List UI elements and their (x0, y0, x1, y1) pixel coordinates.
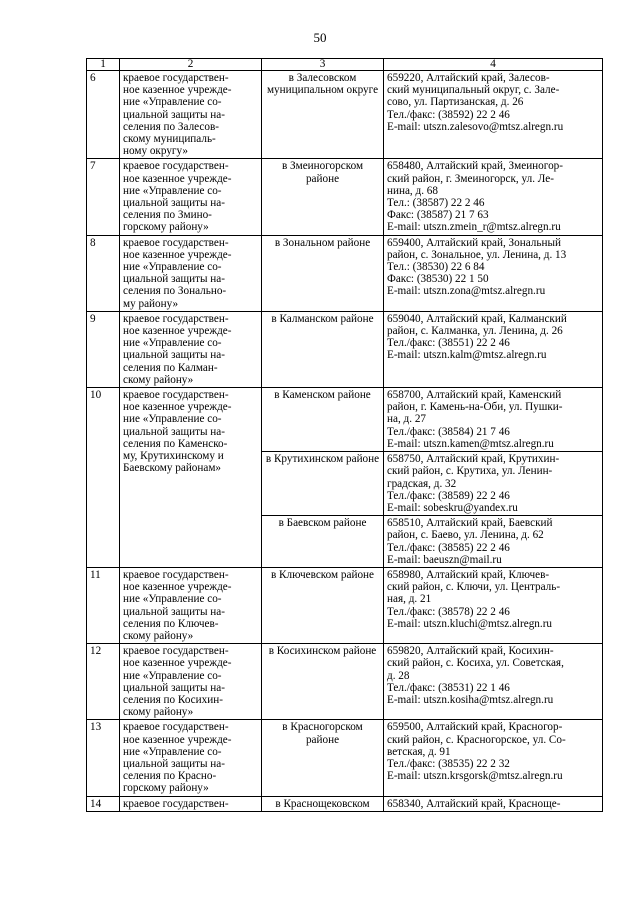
organization-name (120, 159, 262, 235)
contact-line: Тел./факс: (38589) 22 2 46 (387, 489, 510, 502)
contact-line: Тел./факс: (38578) 22 2 46 (387, 605, 510, 618)
contact-line: E-mail: utszn.zona@mtsz.alregn.ru (387, 285, 546, 298)
organization-name (120, 796, 262, 811)
organization-name (120, 720, 262, 796)
organization-line: селения по Каменско- (123, 437, 228, 450)
contact-details (384, 644, 603, 720)
contact-line: E-mail: baeuszn@mail.ru (387, 553, 502, 566)
organization-line: скому району» (123, 373, 194, 386)
contact-line: ветская, д. 91 (387, 745, 451, 758)
contact-details (384, 159, 603, 235)
organization-line: ние «Управление со- (123, 413, 222, 426)
service-area: в Калманском районе (262, 311, 384, 387)
contact-line: E-mail: utszn.kluchi@mtsz.alregn.ru (387, 617, 553, 630)
contact-details (384, 567, 603, 643)
contact-line: 659220, Алтайский край, Залесов- (387, 72, 550, 84)
organization-line: ние «Управление со- (123, 96, 222, 109)
contact-line: район, г. Камень-на-Оби, ул. Пушки- (387, 401, 563, 414)
service-area: в Крутихинском районе (262, 452, 384, 516)
contact-details (384, 796, 603, 811)
header-cell: 2 (120, 59, 262, 71)
service-area: в Баевском районе (262, 516, 384, 568)
organization-line: ное казенное учрежде- (123, 84, 232, 97)
contact-line: Факс: (38587) 21 7 63 (387, 209, 489, 222)
organization-line: ное казенное учрежде- (123, 581, 232, 594)
contact-details (384, 71, 603, 159)
organization-line: селения по Красно- (123, 770, 217, 783)
row-number: 14 (87, 796, 120, 811)
organization-line: селения по Калман- (123, 361, 218, 374)
organization-line: ное казенное учрежде- (123, 733, 232, 746)
table-row (87, 796, 603, 811)
contact-line: E-mail: utszn.kosiha@mtsz.alregn.ru (387, 693, 554, 706)
contact-line: 658340, Алтайский край, Краснoще- (387, 797, 561, 810)
table-row (87, 720, 603, 796)
contact-line: 658750, Алтайский край, Крутихин- (387, 453, 560, 466)
contact-line: 659400, Алтайский край, Зональный (387, 236, 561, 249)
service-area: в Краснощековском (262, 796, 384, 811)
organization-name (120, 388, 262, 568)
organization-line: селения по Ключев- (123, 617, 219, 630)
organization-line: краевое государствен- (123, 645, 229, 658)
contact-line: E-mail: utszn.zmein_r@mtsz.alregn.ru (387, 221, 561, 234)
organization-line: скому району» (123, 706, 194, 719)
organization-line: ние «Управление со- (123, 337, 222, 350)
organization-line: ное казенное учрежде- (123, 172, 232, 185)
organization-line: Баевскому районам» (123, 462, 222, 475)
organization-line: краевое государствен- (123, 389, 229, 402)
organization-line: селения по Залесов- (123, 120, 219, 133)
contact-line: ная, д. 21 (387, 593, 432, 606)
organization-line: горскому району» (123, 782, 209, 795)
contact-line: Факс: (38530) 22 1 50 (387, 273, 489, 286)
contact-details (384, 452, 603, 516)
contact-line: ский район, г. Змеиногорск, ул. Ле- (387, 172, 555, 185)
organization-line: скому району» (123, 629, 194, 642)
organization-line: ное казенное учрежде- (123, 401, 232, 414)
contact-details (384, 516, 603, 568)
contact-line: 659820, Алтайский край, Косихин- (387, 645, 554, 658)
contact-line: 658480, Алтайский край, Змеиногор- (387, 160, 563, 173)
row-number: 13 (87, 720, 120, 796)
contact-line: Тел.: (38530) 22 6 84 (387, 261, 485, 274)
organization-line: ное казенное учрежде- (123, 657, 232, 670)
contact-line: Тел./факс: (38584) 21 7 46 (387, 425, 510, 438)
header-cell: 4 (384, 59, 603, 71)
organization-line: селения по Зонально- (123, 285, 227, 298)
organization-line: циальной защиты на- (123, 757, 225, 770)
organization-line: ное казенное учрежде- (123, 325, 232, 338)
organization-line: селения по Змино- (123, 209, 212, 222)
contact-details (384, 311, 603, 387)
contact-line: 658700, Алтайский край, Каменский (387, 389, 562, 402)
service-area: в Ключевском районе (262, 567, 384, 643)
organization-line: ному округу» (123, 145, 188, 158)
contact-line: Тел./факс: (38535) 22 2 32 (387, 757, 510, 770)
contact-line: ский район, с. Крутиха, ул. Ленин- (387, 465, 553, 478)
service-area: в Косихинском районе (262, 644, 384, 720)
service-area: в Змеиногорском районе (262, 159, 384, 235)
organization-name (120, 644, 262, 720)
organization-name (120, 567, 262, 643)
contact-line: E-mail: utszn.krsgorsk@mtsz.alregn.ru (387, 770, 563, 783)
contact-line: Тел./факс: (38531) 22 1 46 (387, 681, 510, 694)
row-number: 7 (87, 159, 120, 235)
contact-details (384, 235, 603, 311)
organization-line: скому муниципаль- (123, 133, 216, 146)
organization-name (120, 235, 262, 311)
organization-line: циальной защиты на- (123, 425, 225, 438)
contact-line: Тел./факс: (38592) 22 2 46 (387, 108, 510, 121)
page-number: 50 (313, 30, 327, 45)
organization-line: краевое государствен- (123, 160, 229, 173)
contact-line: на, д. 27 (387, 413, 427, 426)
contact-line: 659040, Алтайский край, Калманский (387, 312, 567, 325)
contact-line: Тел./факс: (38551) 22 2 46 (387, 337, 510, 350)
organization-line: циальной защиты на- (123, 681, 225, 694)
contact-details (384, 388, 603, 452)
organization-line: краевое государствен- (123, 72, 229, 84)
organization-name (120, 71, 262, 159)
organization-line: му, Крутихинскому и (123, 450, 224, 463)
contact-line: E-mail: sobeskru@yandex.ru (387, 501, 518, 514)
contact-line: район, с. Калманка, ул. Ленина, д. 26 (387, 325, 563, 338)
contact-line: 658510, Алтайский край, Баевский (387, 517, 553, 530)
row-number: 9 (87, 311, 120, 387)
row-number: 8 (87, 235, 120, 311)
organization-line: ние «Управление со- (123, 184, 222, 197)
row-number: 12 (87, 644, 120, 720)
organization-line: ное казенное учрежде- (123, 248, 232, 261)
contact-line: ский район, с. Косиха, ул. Советская, (387, 657, 564, 670)
contact-line: E-mail: utszn.kamen@mtsz.alregn.ru (387, 437, 554, 450)
table-row (87, 71, 603, 159)
table-row (87, 159, 603, 235)
organization-line: краевое государствен- (123, 721, 229, 734)
contact-line: 659500, Алтайский край, Красногор- (387, 721, 563, 734)
organization-line: циальной защиты на- (123, 605, 225, 618)
organization-line: краевое государствен- (123, 568, 229, 581)
service-area: в Зональном районе (262, 235, 384, 311)
service-area: в Каменском районе (262, 388, 384, 452)
contact-line: район, с. Баево, ул. Ленина, д. 62 (387, 529, 544, 542)
table-row (87, 311, 603, 387)
contact-line: сово, ул. Партизанская, д. 26 (387, 96, 524, 109)
contact-line: д. 28 (387, 669, 410, 682)
contact-line: ский муниципальный округ, с. Зале- (387, 84, 560, 97)
contact-line: Тел./факс: (38585) 22 2 46 (387, 541, 510, 554)
organization-name (120, 311, 262, 387)
contact-line: E-mail: utszn.kalm@mtsz.alregn.ru (387, 349, 547, 362)
service-area: в Красногорском районе (262, 720, 384, 796)
organization-line: краевое государствен- (123, 312, 229, 325)
contact-line: Тел.: (38587) 22 2 46 (387, 197, 485, 210)
organization-line: краевое государствен- (123, 797, 229, 810)
header-cell: 1 (87, 59, 120, 71)
organization-line: селения по Косихин- (123, 693, 223, 706)
table-row (87, 235, 603, 311)
organization-line: циальной защиты на- (123, 273, 225, 286)
organization-line: горскому району» (123, 221, 209, 234)
organization-line: ние «Управление со- (123, 745, 222, 758)
contact-line: градская, д. 32 (387, 477, 457, 490)
row-number: 6 (87, 71, 120, 159)
row-number: 11 (87, 567, 120, 643)
organization-line: ние «Управление со- (123, 261, 222, 274)
contact-line: E-mail: utszn.zalesovo@mtsz.alregn.ru (387, 120, 564, 133)
table-row (87, 388, 603, 452)
organization-line: му району» (123, 297, 179, 310)
contact-line: район, с. Зональное, ул. Ленина, д. 13 (387, 248, 567, 261)
contact-details (384, 720, 603, 796)
organization-line: циальной защиты на- (123, 197, 225, 210)
contact-line: ский район, с. Ключи, ул. Централь- (387, 581, 561, 594)
header-cell: 3 (262, 59, 384, 71)
row-number: 10 (87, 388, 120, 568)
organization-line: ние «Управление со- (123, 669, 222, 682)
contact-line: нина, д. 68 (387, 184, 438, 197)
service-area: в Залесовском муниципальном округе (262, 71, 384, 159)
table-row (87, 567, 603, 643)
contact-line: ский район, с. Красногорское, ул. Со- (387, 733, 566, 746)
institutions-table (86, 58, 603, 812)
table-header-row (87, 59, 603, 71)
table-row (87, 644, 603, 720)
organization-line: циальной защиты на- (123, 349, 225, 362)
organization-line: ние «Управление со- (123, 593, 222, 606)
contact-line: 658980, Алтайский край, Ключев- (387, 568, 550, 581)
organization-line: циальной защиты на- (123, 108, 225, 121)
organization-line: краевое государствен- (123, 236, 229, 249)
